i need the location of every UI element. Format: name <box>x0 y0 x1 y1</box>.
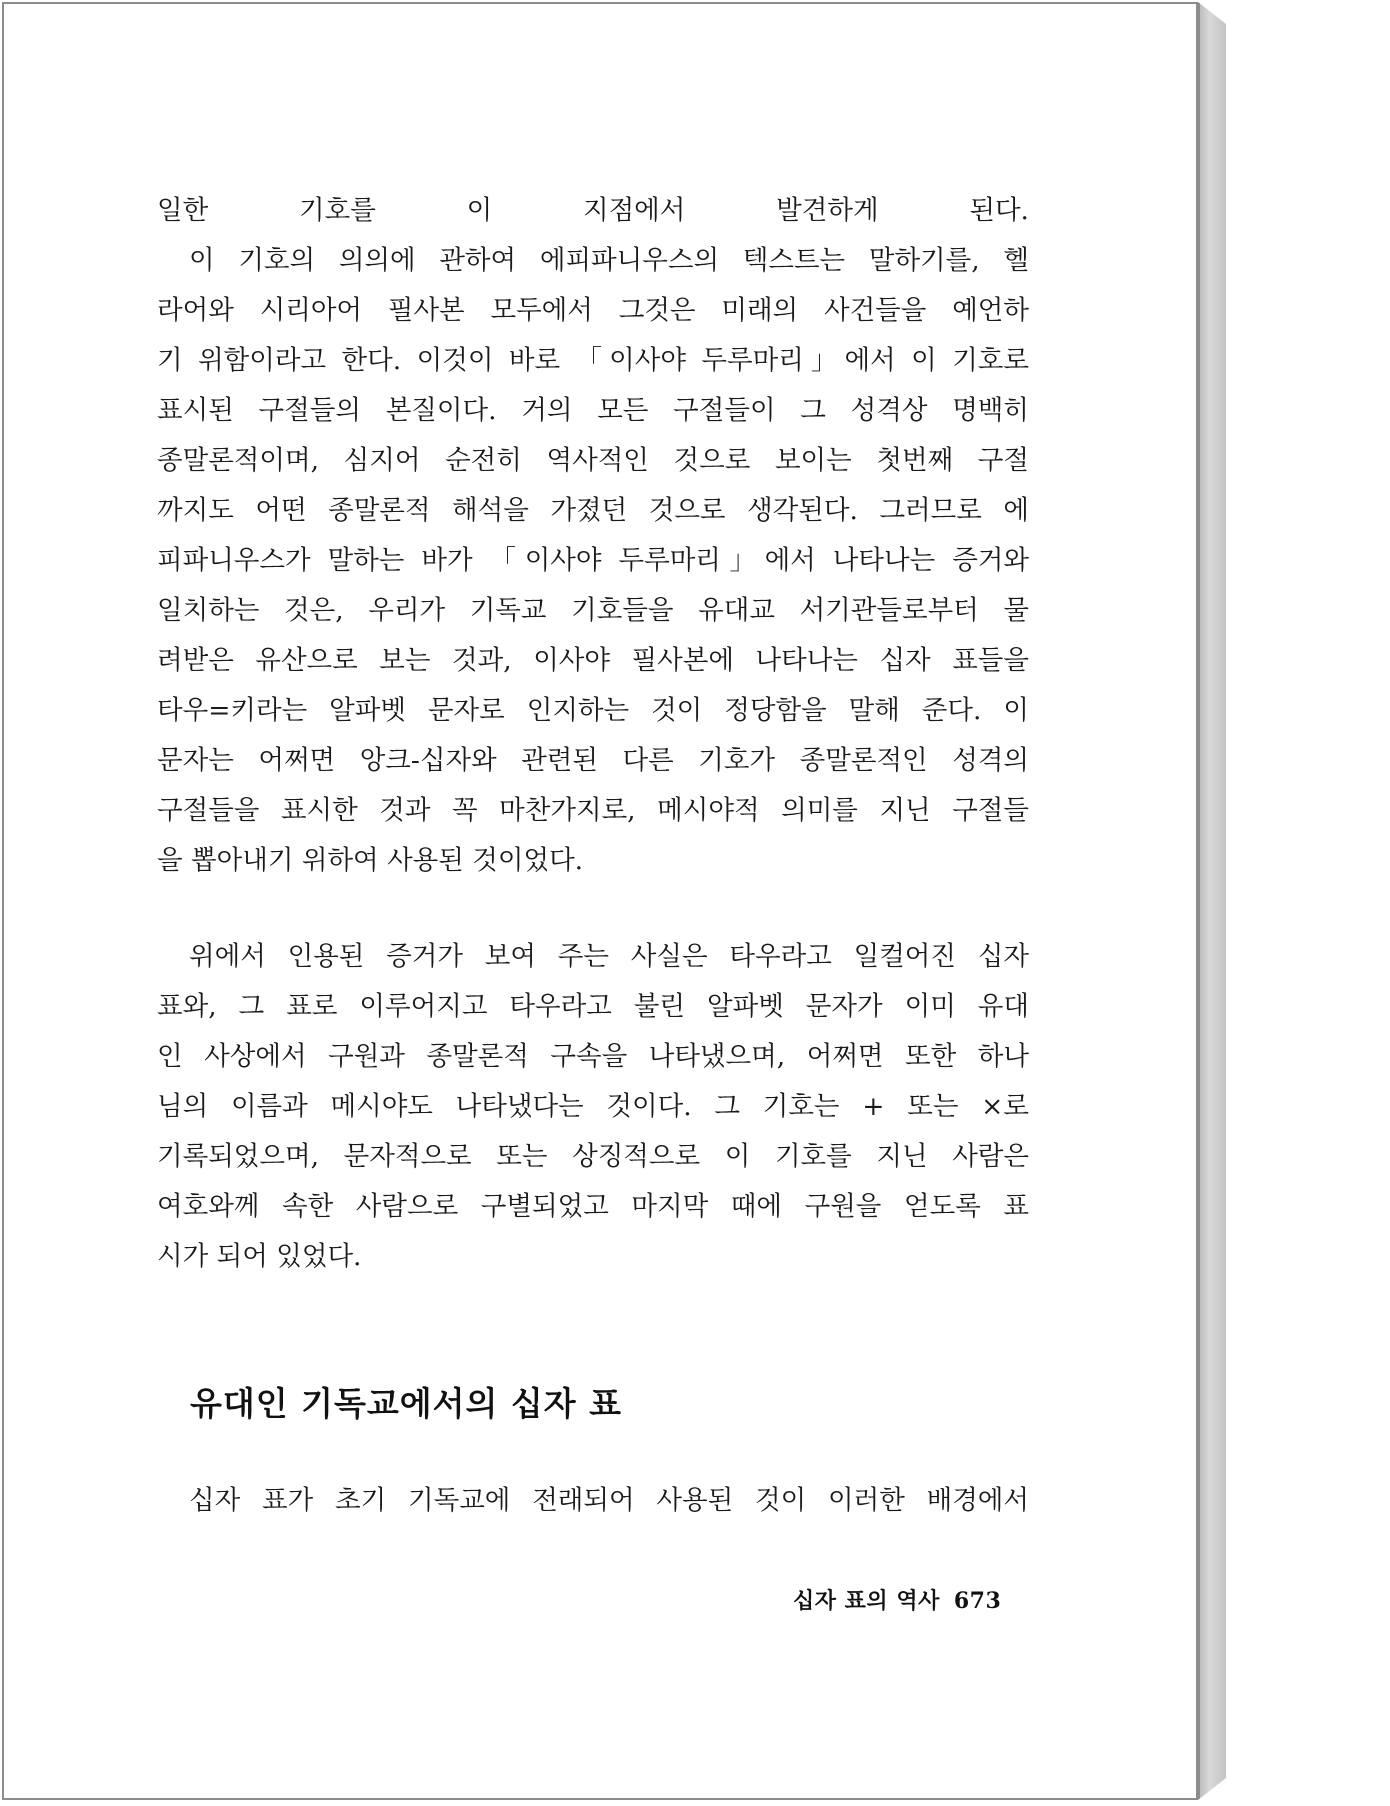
text-line: 려받은 유산으로 보는 것과, 이사야 필사본에 나타나는 십자 표들을 <box>157 645 1029 676</box>
page-footer <box>793 1584 1001 1615</box>
text-line: 시가 되어 있었다. <box>157 1241 362 1272</box>
text-line: 님의 이름과 메시야도 나타냈다는 것이다. 그 기호는 + 또는 ×로 <box>157 1091 1029 1122</box>
text-line: 종말론적이며, 심지어 순전히 역사적인 것으로 보이는 첫번째 구절 <box>157 445 1029 476</box>
running-title: 십자 표의 역사 <box>793 1588 940 1614</box>
text-line: 일치하는 것은, 우리가 기독교 기호들을 유대교 서기관들로부터 물 <box>157 595 1029 626</box>
text-line: 라어와 시리아어 필사본 모두에서 그것은 미래의 사건들을 예언하 <box>157 295 1029 326</box>
section-heading: 유대인 기독교에서의 십자 표 <box>190 1384 623 1423</box>
paragraph-3 <box>157 1476 1029 1526</box>
text-line: 표와, 그 표로 이루어지고 타우라고 불린 알파벳 문자가 이미 유대 <box>157 991 1029 1022</box>
text-line: 타우=키라는 알파벳 문자로 인지하는 것이 정당함을 말해 준다. 이 <box>157 695 1029 726</box>
text-line: 십자 표가 초기 기독교에 전래되어 사용된 것이 이러한 배경에서 <box>189 1485 1029 1516</box>
text-line: 여호와께 속한 사람으로 구별되었고 마지막 때에 구원을 얻도록 표 <box>157 1191 1029 1222</box>
page-edge <box>1198 2 1226 1800</box>
text-line: 이 기호의 의의에 관하여 에피파니우스의 텍스트는 말하기를, 헬 <box>189 245 1029 276</box>
text-line: 기 위함이라고 한다. 이것이 바로 「이사야 두루마리」에서 이 기호로 <box>157 345 1029 376</box>
text-line: 기록되었으며, 문자적으로 또는 상징적으로 이 기호를 지닌 사람은 <box>157 1141 1029 1172</box>
text-line: 위에서 인용된 증거가 보여 주는 사실은 타우라고 일컬어진 십자 <box>189 941 1029 972</box>
paragraph-2 <box>157 932 1029 1282</box>
text-line: 을 뽑아내기 위하여 사용된 것이었다. <box>157 845 584 876</box>
page-number: 673 <box>953 1588 1002 1614</box>
text-line: 인 사상에서 구원과 종말론적 구속을 나타냈으며, 어쩌면 또한 하나 <box>157 1041 1029 1072</box>
text-line: 일한 기호를 이 지점에서 발견하게 된다. <box>157 195 1029 226</box>
text-line: 까지도 어떤 종말론적 해석을 가졌던 것으로 생각된다. 그러므로 에 <box>157 495 1029 526</box>
text-line: 문자는 어쩌면 앙크-십자와 관련된 다른 기호가 종말론적인 성격의 <box>157 745 1029 776</box>
text-line: 피파니우스가 말하는 바가 「이사야 두루마리」에서 나타나는 증거와 <box>157 545 1029 576</box>
text-line: 표시된 구절들의 본질이다. 거의 모든 구절들이 그 성격상 명백히 <box>157 395 1029 426</box>
paragraph-1 <box>157 186 1029 886</box>
text-line: 구절들을 표시한 것과 꼭 마찬가지로, 메시야적 의미를 지닌 구절들 <box>157 795 1029 826</box>
